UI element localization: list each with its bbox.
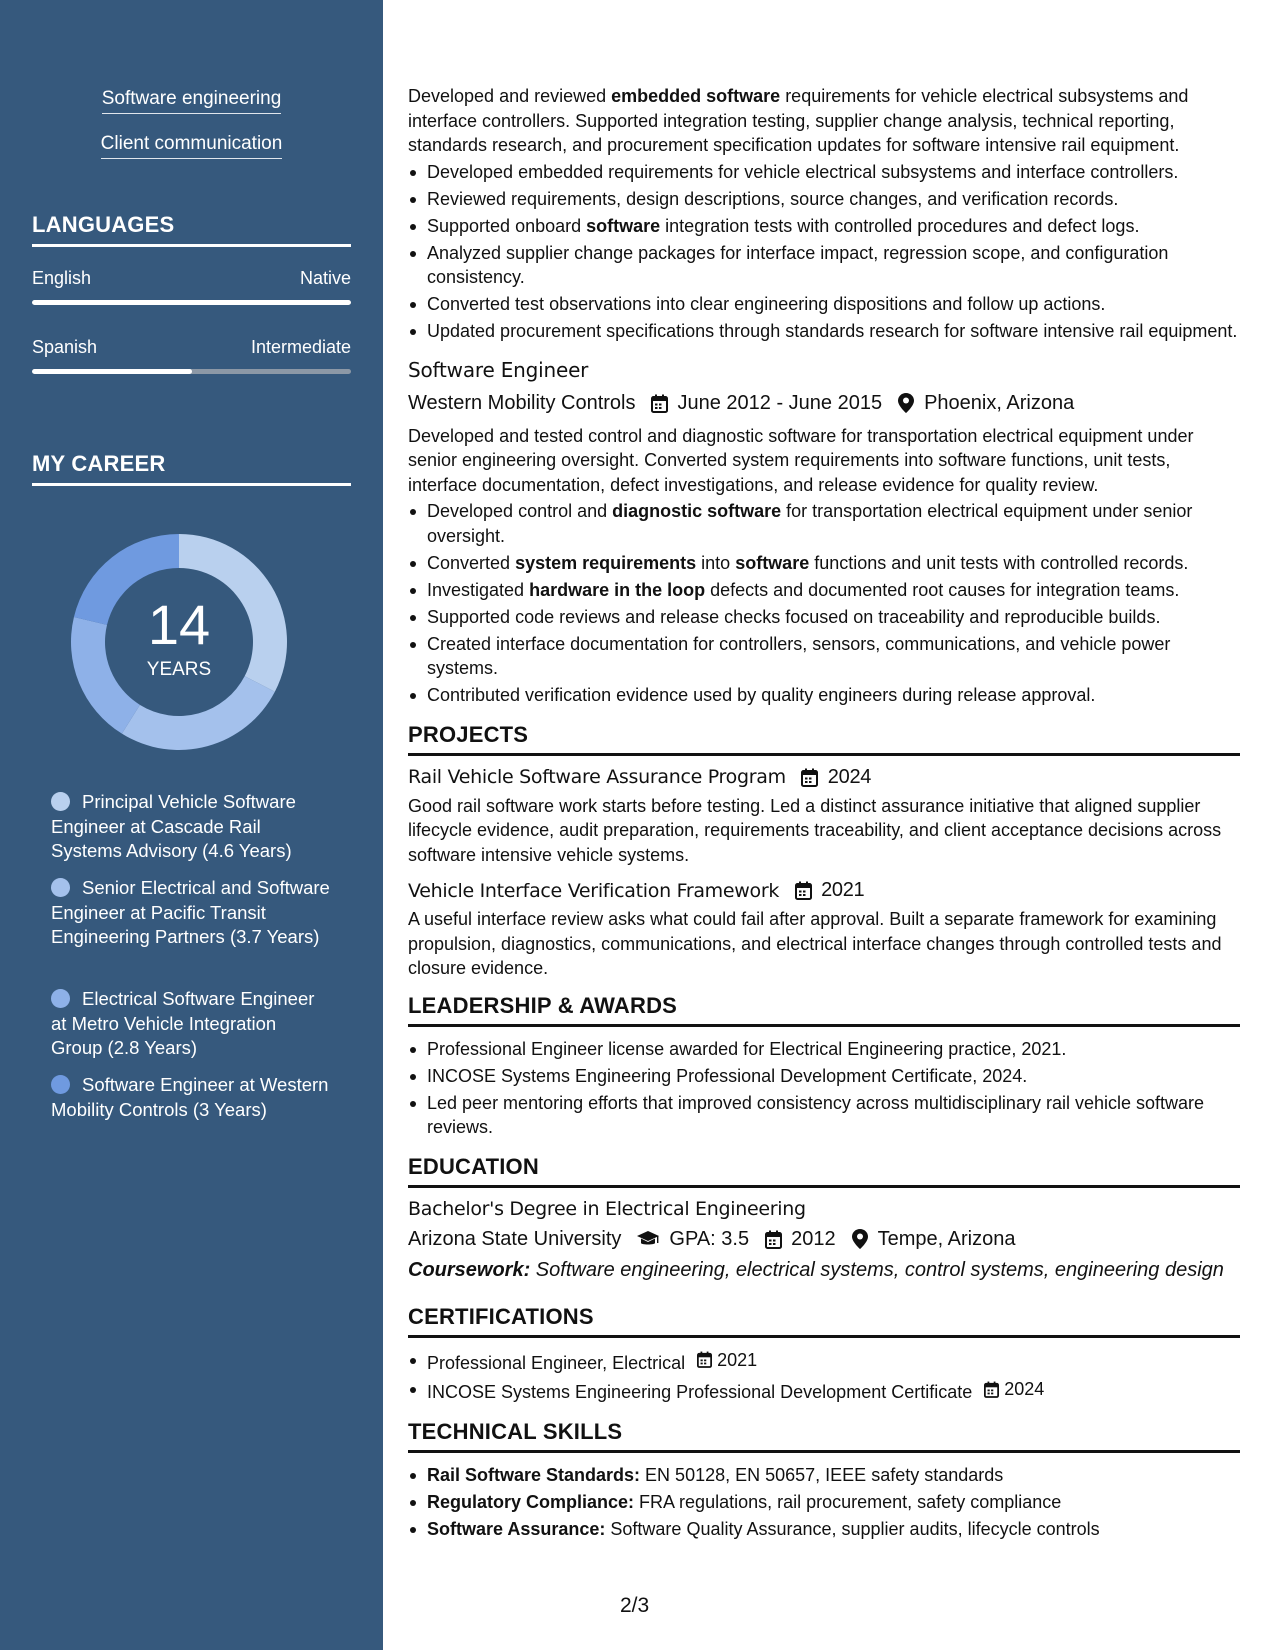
project-year: 2024 — [827, 765, 872, 788]
job-bullets — [408, 499, 1240, 708]
job-bullet: Supported onboard software integration tests with controlled procedures and defect logs. — [408, 214, 1240, 239]
certification-year: 2021 — [717, 1349, 758, 1370]
projects-heading: PROJECTS — [408, 722, 1240, 756]
leadership-item: Professional Engineer license awarded for Electrical Engineering practice, 2021. — [408, 1037, 1240, 1062]
job-bullets — [408, 160, 1240, 344]
career-legend-dot — [51, 792, 70, 811]
language-proficiency-fill — [32, 300, 351, 305]
job-bullet: Developed embedded requirements for vehicle electrical subsystems and interface controllers. — [408, 160, 1240, 185]
technical-skill-item: Software Assurance: Software Quality Assurance, supplier audits, lifecycle controls — [408, 1517, 1240, 1542]
career-item: Senior Electrical and Software Engineer at Pacific Transit Engineering Partners (3.7 Years) — [51, 877, 330, 947]
project-title: Rail Vehicle Software Assurance Program 2024 — [408, 765, 872, 788]
education-year: 2012 — [791, 1227, 836, 1250]
language-row — [32, 268, 351, 289]
job-meta — [408, 392, 1240, 415]
calendar-icon — [695, 1350, 713, 1370]
graduation-cap-icon — [635, 1229, 661, 1249]
education-coursework: Coursework: Software engineering, electrical systems, control systems, engineering design — [408, 1258, 1224, 1281]
job-bullet: Created interface documentation for controllers, sensors, communications, and vehicle power systems. — [408, 632, 1240, 681]
job-bullet: Supported code reviews and release checks focused on traceability and reproducible builds. — [408, 605, 1240, 630]
job-location: Phoenix, Arizona — [924, 391, 1075, 414]
leadership-list — [408, 1037, 1240, 1140]
project-year: 2021 — [821, 879, 865, 901]
language-proficiency-bar — [32, 369, 351, 374]
language-proficiency-bar — [32, 300, 351, 305]
certification-item: INCOSE Systems Engineering Professional Development Certificate 2024 — [408, 1377, 1240, 1404]
certifications-list — [408, 1348, 1240, 1405]
skill-item: Client communication — [0, 133, 383, 159]
career-item: Software Engineer at Western Mobility Controls (3 Years) — [51, 1074, 329, 1120]
job-company: Western Mobility Controls — [408, 391, 636, 414]
career-item: Electrical Software Engineer at Metro Vehicle Integration Group (2.8 Years) — [51, 988, 315, 1058]
leadership-item: Led peer mentoring efforts that improved consistency across multidisciplinary rail vehicle software reviews. — [408, 1091, 1240, 1140]
calendar-icon — [793, 881, 813, 901]
career-legend-dot — [51, 1075, 70, 1094]
certification-item: Professional Engineer, Electrical 2021 — [408, 1348, 1240, 1375]
job-bullet: Analyzed supplier change packages for interface impact, regression scope, and configuration consistency. — [408, 241, 1240, 290]
career-legend-dot — [51, 989, 70, 1008]
career-item: Principal Vehicle Software Engineer at Cascade Rail Systems Advisory (4.6 Years) — [51, 791, 296, 861]
technical-skills-list — [408, 1463, 1240, 1542]
job-bullet: Updated procurement specifications through standards research for software intensive rail equipment. — [408, 319, 1240, 344]
education-degree: Bachelor's Degree in Electrical Engineering — [408, 1197, 806, 1220]
certification-year: 2024 — [1004, 1379, 1045, 1400]
main-content — [408, 84, 1240, 1544]
calendar-icon — [763, 1229, 783, 1249]
project-description: A useful interface review asks what could fail after approval. Built a separate framework for examining propulsion, diagnostics, communications, and electrical interface changes through controlled tests and closure evidence. — [408, 909, 1222, 978]
certifications-heading: CERTIFICATIONS — [408, 1304, 1240, 1338]
education-heading: EDUCATION — [408, 1154, 1240, 1188]
technical-skill-item: Rail Software Standards: EN 50128, EN 50657, IEEE safety standards — [408, 1463, 1240, 1488]
language-name: English — [32, 268, 92, 288]
language-level: Intermediate — [250, 337, 351, 357]
job-summary: Developed and reviewed embedded software requirements for vehicle electrical subsystems and interface controllers. Supported integration testing, supplier change analysis, technical reporting, standards research, and procurement specification updates for software intensive rail equipment. — [408, 86, 1189, 155]
languages-heading: LANGUAGES — [32, 212, 351, 247]
language-level: Native — [299, 268, 351, 288]
education-meta — [408, 1228, 1240, 1251]
language-proficiency-fill — [32, 369, 192, 374]
career-total-years: 14 — [147, 593, 211, 656]
job-bullet: Converted system requirements into software functions and unit tests with controlled records. — [408, 551, 1240, 576]
job-bullet: Investigated hardware in the loop defects and documented root causes for integration teams. — [408, 578, 1240, 603]
calendar-icon — [649, 393, 669, 413]
career-years-label: YEARS — [146, 659, 212, 680]
career-donut-center — [66, 529, 292, 755]
career-heading: MY CAREER — [32, 451, 351, 486]
job-bullet: Developed control and diagnostic software for transportation electrical equipment under senior oversight. — [408, 499, 1240, 548]
project-description: Good rail software work starts before testing. Led a distinct assurance initiative that aligned supplier lifecycle evidence, audit preparation, requirements traceability, and client acceptance decisions across software intensive vehicle systems. — [408, 795, 1222, 865]
career-legend-dot — [51, 878, 70, 897]
skill-item: Software engineering — [0, 88, 383, 114]
job-dates: June 2012 - June 2015 — [677, 391, 883, 414]
leadership-item: INCOSE Systems Engineering Professional Development Certificate, 2024. — [408, 1064, 1240, 1089]
technical-skill-item: Regulatory Compliance: FRA regulations, rail procurement, safety compliance — [408, 1490, 1240, 1515]
calendar-icon — [982, 1380, 1000, 1400]
job-bullet: Contributed verification evidence used by quality engineers during release approval. — [408, 683, 1240, 708]
education-location: Tempe, Arizona — [877, 1227, 1016, 1250]
education-school: Arizona State University — [408, 1227, 622, 1250]
job-summary: Developed and tested control and diagnostic software for transportation electrical equipment under senior engineering oversight. Converted system requirements into software functions, unit tests, interface documentation, defect investigations, and release evidence for quality review. — [408, 425, 1194, 495]
location-pin-icon — [850, 1229, 870, 1249]
job-bullet: Converted test observations into clear engineering dispositions and follow up actions. — [408, 292, 1240, 317]
language-row — [32, 337, 351, 358]
project-title: Vehicle Interface Verification Framework 2021 — [408, 879, 865, 902]
page-number: 2/3 — [620, 1594, 650, 1617]
sidebar — [0, 0, 383, 1650]
leadership-heading: LEADERSHIP & AWARDS — [408, 993, 1240, 1027]
job-bullet: Reviewed requirements, design descriptions, source changes, and verification records. — [408, 187, 1240, 212]
education-gpa: GPA: 3.5 — [669, 1227, 750, 1250]
technical-skills-heading: TECHNICAL SKILLS — [408, 1419, 1240, 1453]
calendar-icon — [800, 767, 820, 787]
location-pin-icon — [896, 393, 916, 413]
job-title: Software Engineer — [408, 357, 589, 382]
language-name: Spanish — [32, 337, 98, 357]
